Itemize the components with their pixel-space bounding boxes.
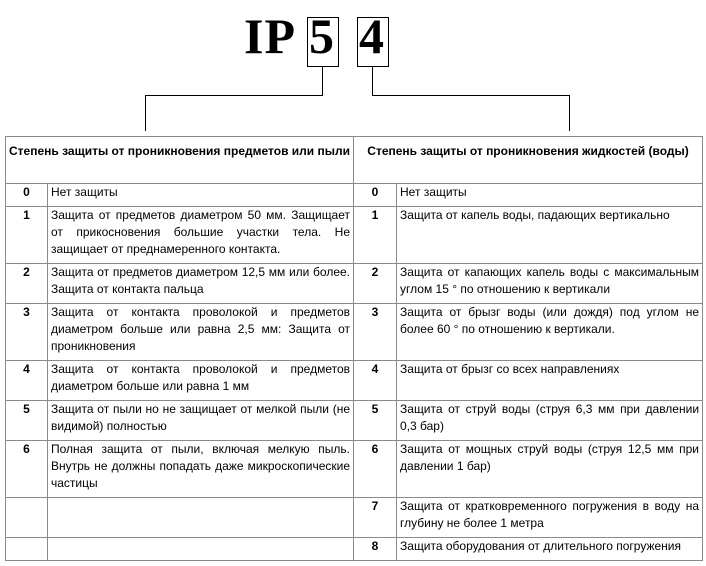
ip-protection-table — [5, 136, 703, 561]
table-row — [6, 538, 703, 561]
solid-level-description — [48, 498, 354, 538]
connector-right-vertical-bottom — [569, 95, 570, 131]
ip-prefix: IP — [244, 8, 296, 64]
liquid-level-description: Защита от брызг воды (или дождя) под углом не более 60 ° по отношению к вертикали. — [397, 304, 703, 361]
solid-level-number: 6 — [6, 441, 48, 498]
solid-level-description: Полная защита от пыли, включая мелкую пыль. Внутрь не должны попадать даже микроскопические частицы — [48, 441, 354, 498]
liquid-level-number: 1 — [354, 207, 397, 264]
liquid-level-description: Защита от брызг со всех направлениях — [397, 361, 703, 401]
solid-level-number: 3 — [6, 304, 48, 361]
solid-level-number: 5 — [6, 401, 48, 441]
header-solids: Степень защиты от проникновения предметов или пыли — [6, 137, 354, 184]
liquid-level-description: Нет защиты — [397, 184, 703, 207]
connector-right-vertical-top — [372, 66, 373, 95]
connector-left-vertical-bottom — [145, 95, 146, 131]
solid-level-description: Нет защиты — [48, 184, 354, 207]
table-row — [6, 264, 703, 304]
liquid-level-description: Защита от мощных струй воды (струя 12,5 мм при давлении 1 бар) — [397, 441, 703, 498]
solid-level-description: Защита от предметов диаметром 50 мм. Защищает от прикосновения большие участки тела. Не защищает от преднамеренного контакта. — [48, 207, 354, 264]
liquid-level-number: 3 — [354, 304, 397, 361]
ip-second-digit: 4 — [359, 8, 385, 64]
liquid-level-number: 4 — [354, 361, 397, 401]
liquid-level-description: Защита от капель воды, падающих вертикально — [397, 207, 703, 264]
solid-level-description: Защита от контакта проволокой и предметов диаметром больше или равна 1 мм — [48, 361, 354, 401]
liquid-level-number: 7 — [354, 498, 397, 538]
solid-level-description — [48, 538, 354, 561]
solid-level-number: 0 — [6, 184, 48, 207]
first-digit-frame — [307, 17, 339, 67]
connector-left-vertical-top — [322, 66, 323, 95]
liquid-level-number: 2 — [354, 264, 397, 304]
table-row — [6, 207, 703, 264]
solid-level-number: 4 — [6, 361, 48, 401]
ip-code-heading — [0, 0, 706, 110]
liquid-level-number: 6 — [354, 441, 397, 498]
connector-right-horizontal — [372, 95, 569, 96]
ip-first-digit: 5 — [309, 8, 335, 64]
connector-left-horizontal — [145, 95, 323, 96]
liquid-level-description: Защита от струй воды (струя 6,3 мм при давлении 0,3 бар) — [397, 401, 703, 441]
solid-level-description: Защита от пыли но не защищает от мелкой пыли (не видимой) полностью — [48, 401, 354, 441]
table-row — [6, 401, 703, 441]
liquid-level-description: Защита от кратковременного погружения в воду на глубину не более 1 метра — [397, 498, 703, 538]
second-digit-frame — [357, 17, 389, 67]
solid-level-number — [6, 538, 48, 561]
header-liquids: Степень защиты от проникновения жидкостей (воды) — [354, 137, 703, 184]
liquid-level-number: 5 — [354, 401, 397, 441]
liquid-level-number: 8 — [354, 538, 397, 561]
liquid-level-description: Защита от капающих капель воды с максимальным углом 15 ° по отношению к вертикали — [397, 264, 703, 304]
solid-level-number: 2 — [6, 264, 48, 304]
table-row — [6, 361, 703, 401]
table-row — [6, 184, 703, 207]
solid-level-description: Защита от контакта проволокой и предметов диаметром больше или равна 2,5 мм: Защита от проникновения — [48, 304, 354, 361]
solid-level-description: Защита от предметов диаметром 12,5 мм или более. Защита от контакта пальца — [48, 264, 354, 304]
table-row — [6, 441, 703, 498]
table-row — [6, 498, 703, 538]
liquid-level-description: Защита оборудования от длительного погружения — [397, 538, 703, 561]
liquid-level-number: 0 — [354, 184, 397, 207]
solid-level-number — [6, 498, 48, 538]
table-row — [6, 304, 703, 361]
solid-level-number: 1 — [6, 207, 48, 264]
table-header-row — [6, 137, 703, 184]
